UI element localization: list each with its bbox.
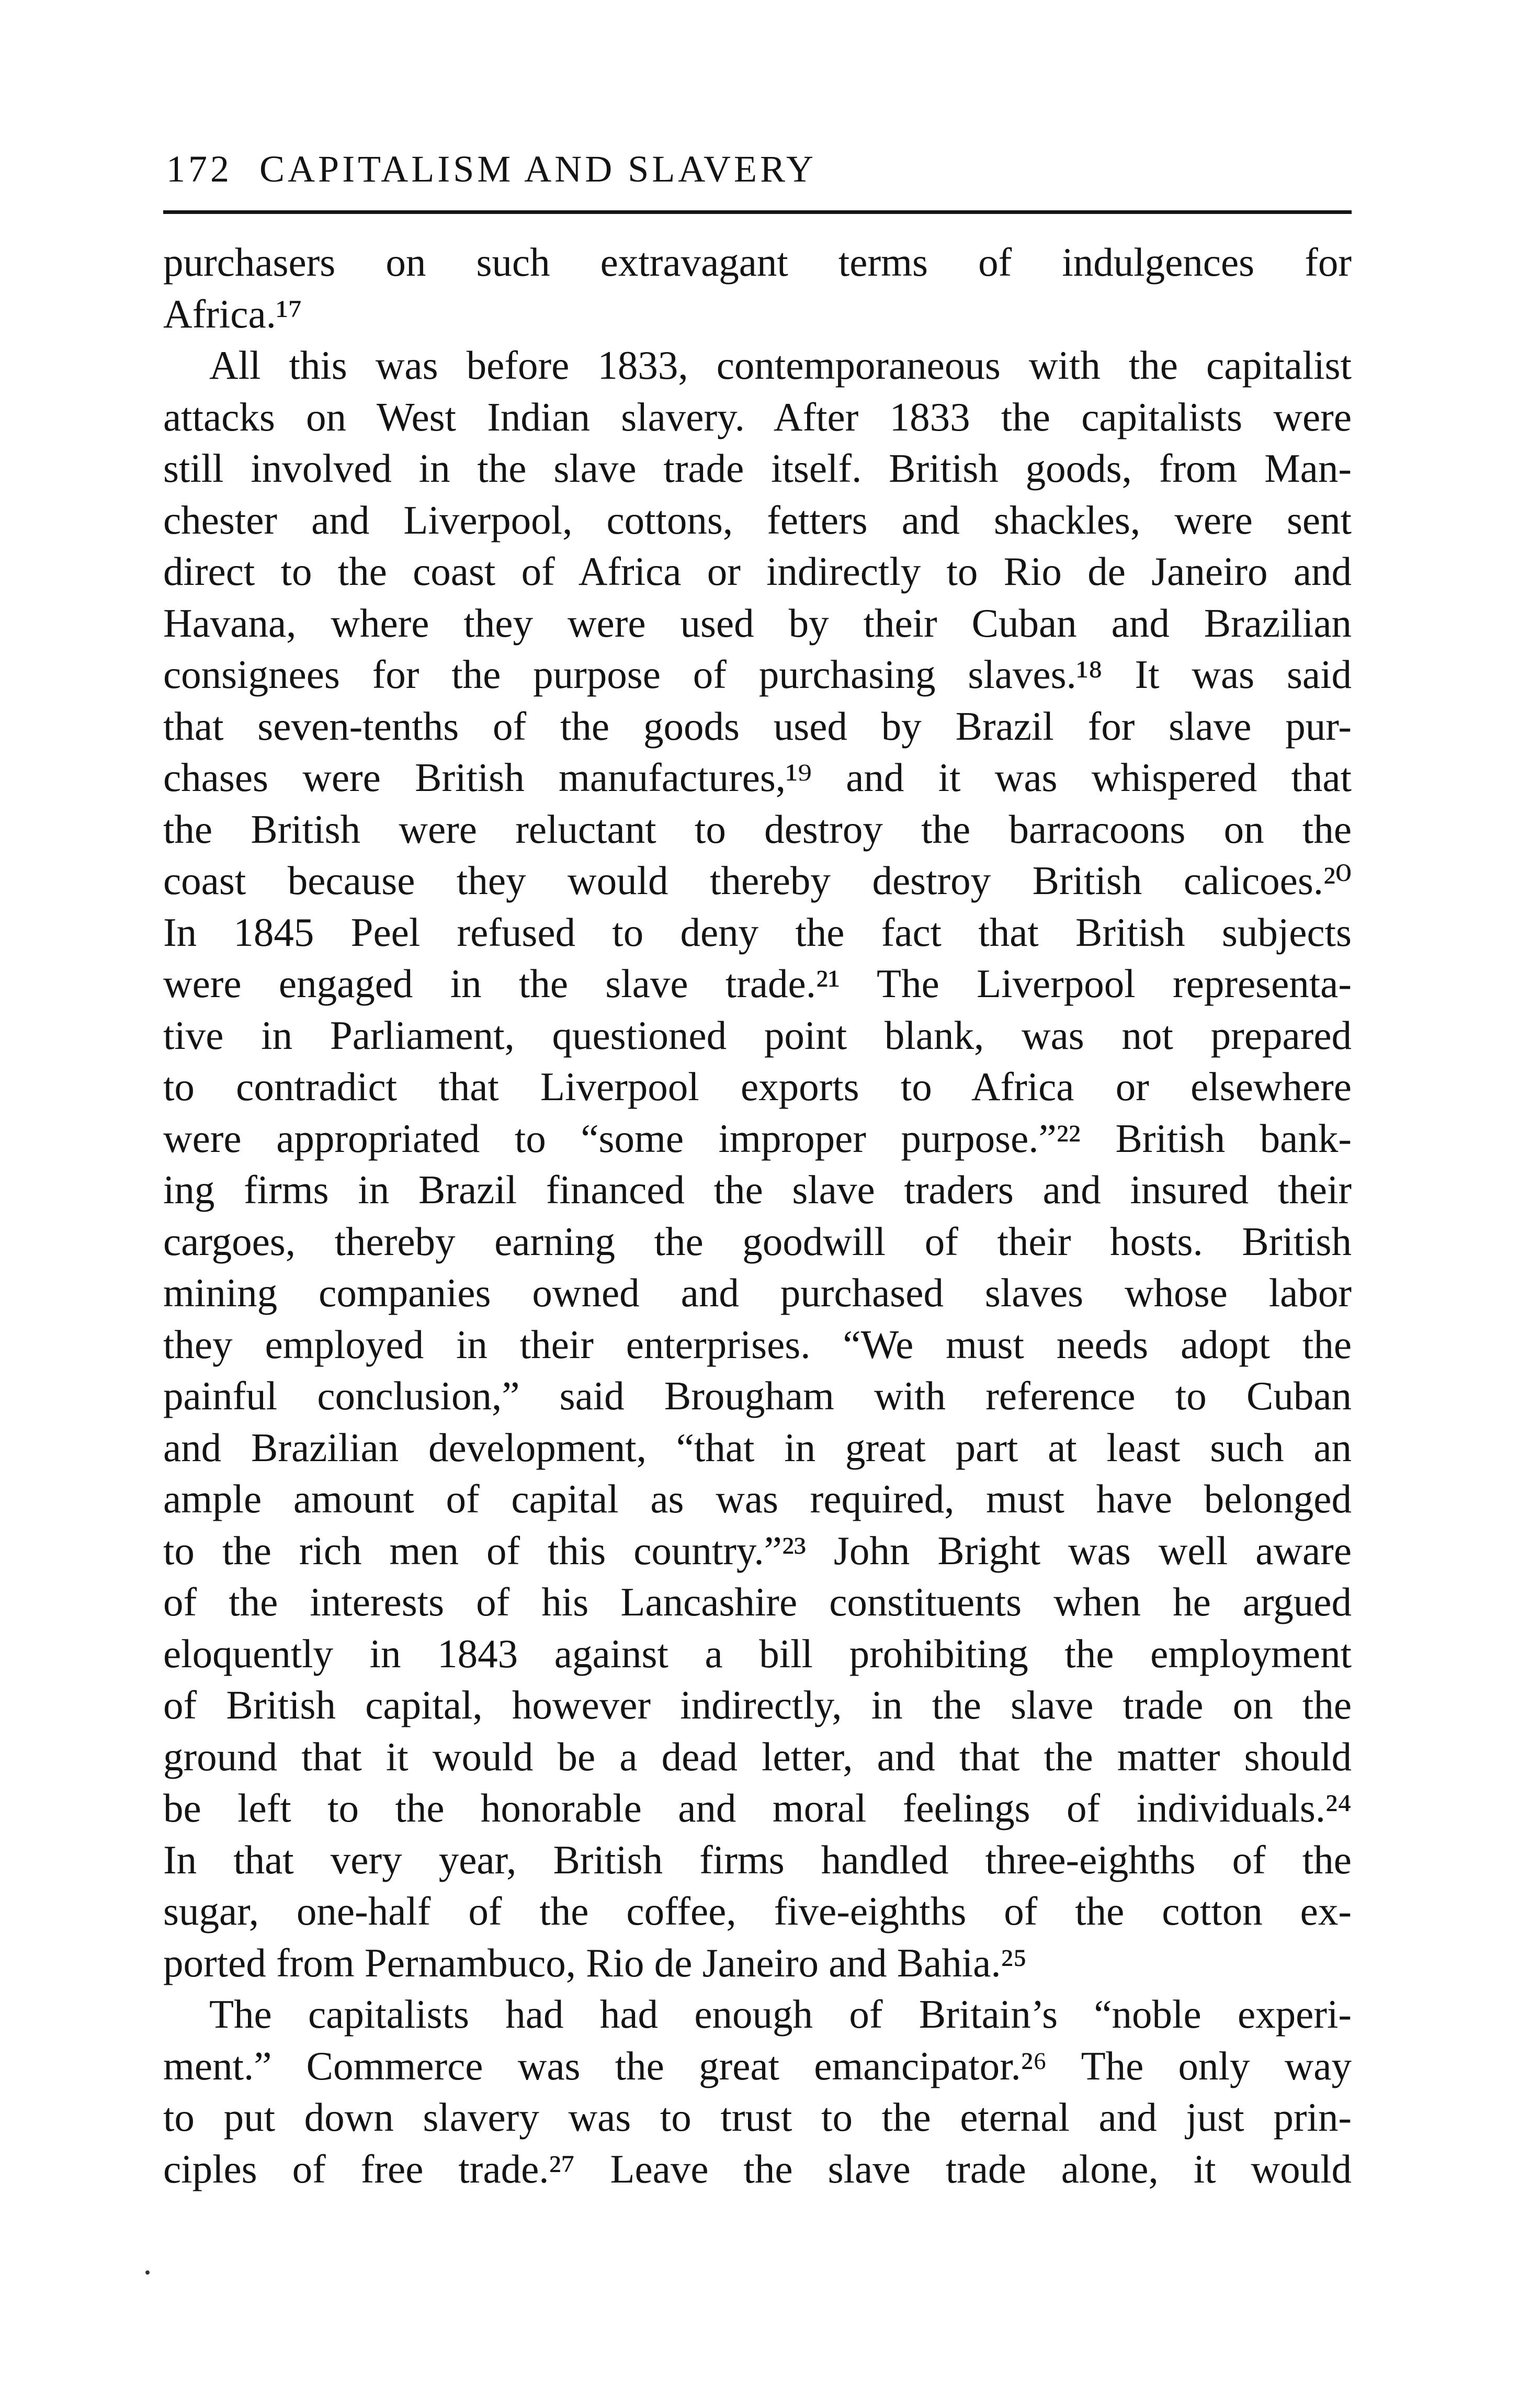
text-line: cargoes, thereby earning the goodwill of their hosts. British bbox=[163, 1218, 1352, 1264]
text-line: tive in Parliament, questioned point blank, was not prepared bbox=[163, 1012, 1352, 1058]
text-line: to contradict that Liverpool exports to Africa or elsewhere bbox=[163, 1064, 1352, 1109]
page-number: 172 bbox=[166, 148, 232, 190]
text-line: In that very year, British firms handled three-eighths of the bbox=[163, 1837, 1352, 1882]
text-line: ing firms in Brazil financed the slave traders and insured their bbox=[163, 1167, 1352, 1212]
text-line: eloquently in 1843 against a bill prohibiting the employment bbox=[163, 1631, 1352, 1676]
running-head bbox=[166, 140, 1348, 198]
text-line: that seven-tenths of the goods used by Brazil for slave pur- bbox=[163, 703, 1352, 749]
text-line: of British capital, however indirectly, in the slave trade on the bbox=[163, 1682, 1352, 1727]
text-line: ciples of free trade.²⁷ Leave the slave trade alone, it would bbox=[163, 2146, 1352, 2191]
paragraph-start-line: All this was before 1833, contemporaneous with the capitalist bbox=[209, 343, 1352, 388]
text-line: be left to the honorable and moral feelings of individuals.²⁴ bbox=[163, 1785, 1352, 1830]
text-line: were engaged in the slave trade.²¹ The Liverpool representa- bbox=[163, 961, 1352, 1006]
text-line: Africa.¹⁷ bbox=[163, 291, 302, 336]
text-line: the British were reluctant to destroy the barracoons on the bbox=[163, 806, 1352, 852]
text-line: ment.” Commerce was the great emancipator.²⁶ The only way bbox=[163, 2043, 1352, 2088]
running-title: CAPITALISM AND SLAVERY bbox=[259, 148, 817, 190]
text-line: attacks on West Indian slavery. After 1833 the capitalists were bbox=[163, 394, 1352, 439]
text-line: Havana, where they were used by their Cuban and Brazilian bbox=[163, 600, 1352, 646]
text-line: to put down slavery was to trust to the eternal and just prin- bbox=[163, 2095, 1352, 2140]
text-line: painful conclusion,” said Brougham with reference to Cuban bbox=[163, 1373, 1352, 1418]
text-line: coast because they would thereby destroy British calicoes.²⁰ bbox=[163, 858, 1352, 903]
text-line: sugar, one-half of the coffee, five-eighths of the cotton ex- bbox=[163, 1889, 1352, 1934]
text-line: In 1845 Peel refused to deny the fact that British subjects bbox=[163, 909, 1352, 955]
text-line: of the interests of his Lancashire constituents when he argued bbox=[163, 1579, 1352, 1624]
body-text bbox=[163, 236, 1352, 2195]
text-line: to the rich men of this country.”²³ John Bright was well aware bbox=[163, 1528, 1352, 1573]
text-line: were appropriated to “some improper purpose.”²² British bank- bbox=[163, 1115, 1352, 1161]
text-line: and Brazilian development, “that in great part at least such an bbox=[163, 1425, 1352, 1470]
text-line: purchasers on such extravagant terms of indulgences for bbox=[163, 240, 1352, 285]
ink-speck bbox=[145, 2270, 150, 2275]
paragraph-start-line: The capitalists had had enough of Britain’s “noble experi- bbox=[209, 1992, 1352, 2037]
text-line: ground that it would be a dead letter, and that the matter should bbox=[163, 1734, 1352, 1779]
text-line: chester and Liverpool, cottons, fetters and shackles, were sent bbox=[163, 497, 1352, 542]
text-line: ported from Pernambuco, Rio de Janeiro and Bahia.²⁵ bbox=[163, 1940, 1027, 1985]
header-rule bbox=[163, 210, 1352, 214]
text-line: consignees for the purpose of purchasing slaves.¹⁸ It was said bbox=[163, 652, 1352, 697]
text-line: they employed in their enterprises. “We must needs adopt the bbox=[163, 1321, 1352, 1367]
text-line: direct to the coast of Africa or indirectly to Rio de Janeiro and bbox=[163, 549, 1352, 594]
text-line: still involved in the slave trade itself. British goods, from Man- bbox=[163, 446, 1352, 491]
text-line: chases were British manufactures,¹⁹ and it was whispered that bbox=[163, 755, 1352, 800]
text-line: ample amount of capital as was required, must have belonged bbox=[163, 1476, 1352, 1521]
text-line: mining companies owned and purchased slaves whose labor bbox=[163, 1270, 1352, 1315]
